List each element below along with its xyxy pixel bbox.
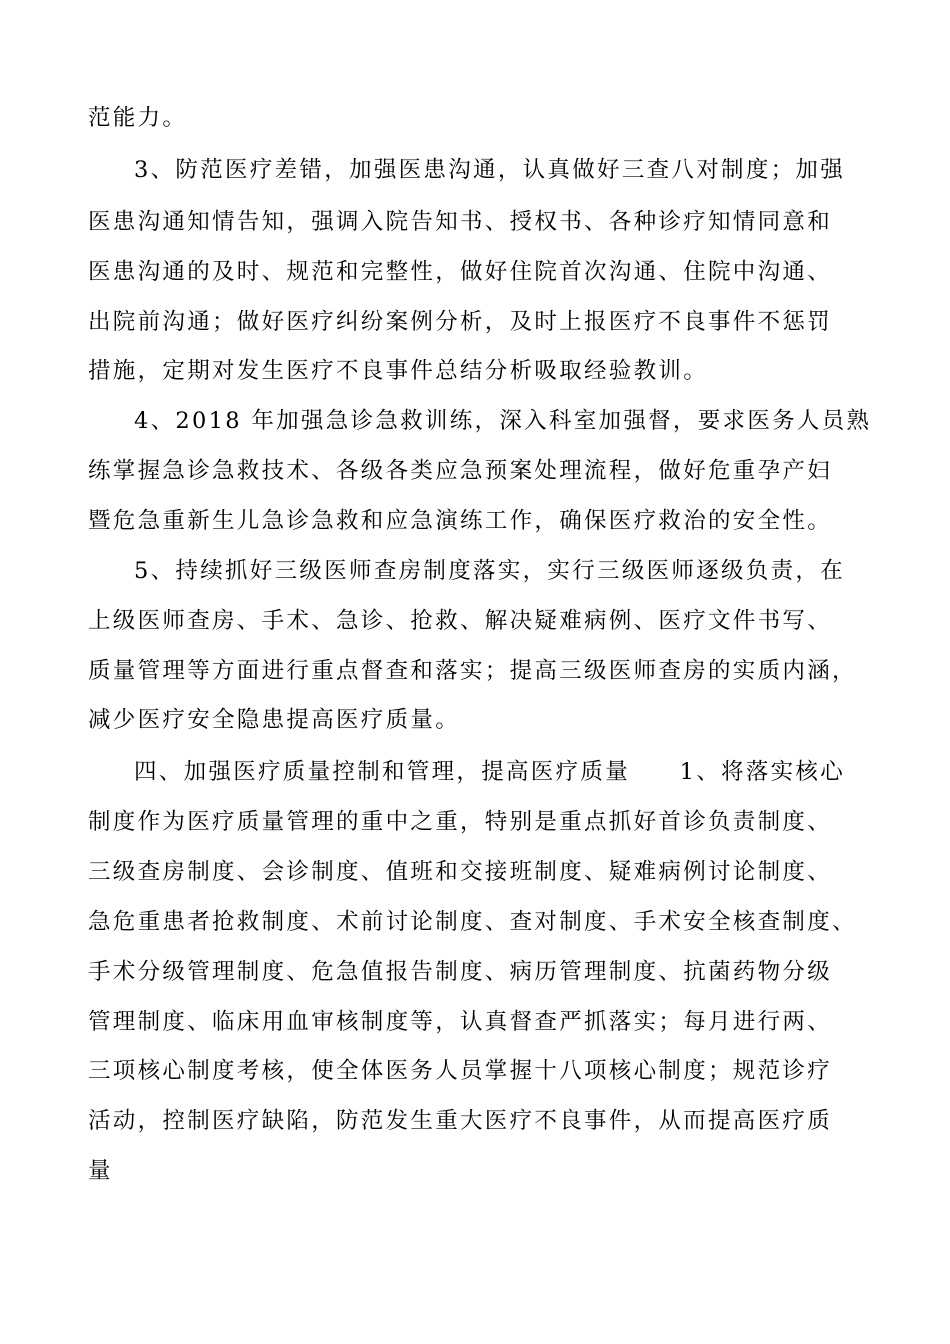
text-line: 管理制度、临床用血审核制度等，认真督查严抓落实；每月进行两、 (88, 1009, 833, 1035)
text-line: 质量管理等方面进行重点督查和落实；提高三级医师查房的实质内涵， (88, 658, 857, 684)
text-line: 练掌握急诊急救技术、各级各类应急预案处理流程，做好危重孕产妇 (88, 458, 833, 484)
paragraph-5-first-line: 5、持续抓好三级医师查房制度落实，实行三级医师逐级负责，在 (134, 558, 846, 584)
text-line: 三级查房制度、会诊制度、值班和交接班制度、疑难病例讨论制度、 (88, 859, 833, 885)
text-line: 医患沟通的及时、规范和完整性，做好住院首次沟通、住院中沟通、 (88, 259, 833, 285)
text-line: 活动，控制医疗缺陷，防范发生重大医疗不良事件，从而提高医疗质 (88, 1108, 833, 1134)
text-line: 急危重患者抢救制度、术前讨论制度、查对制度、手术安全核查制度、 (88, 909, 857, 935)
text-line: 减少医疗安全隐患提高医疗质量。 (88, 707, 461, 733)
text-line: 出院前沟通；做好医疗纠纷案例分析，及时上报医疗不良事件不惩罚 (88, 309, 833, 335)
text-line: 手术分级管理制度、危急值报告制度、病历管理制度、抗菌药物分级 (88, 959, 833, 985)
text-line: 措施，定期对发生医疗不良事件总结分析吸取经验教训。 (88, 358, 709, 384)
paragraph-4-first-line: 4、2018 年加强急诊急救训练，深入科室加强督，要求医务人员熟 (134, 408, 872, 434)
text-line: 医患沟通知情告知，强调入院告知书、授权书、各种诊疗知情同意和 (88, 209, 833, 235)
text-line: 范能力。 (88, 105, 188, 131)
section-4-heading-line: 四、加强医疗质量控制和管理，提高医疗质量 1、将落实核心 (134, 759, 846, 785)
text-line: 上级医师查房、手术、急诊、抢救、解决疑难病例、医疗文件书写、 (88, 608, 833, 634)
text-line: 量 (88, 1158, 113, 1184)
paragraph-3-first-line: 3、防范医疗差错，加强医患沟通，认真做好三查八对制度；加强 (134, 157, 846, 183)
text-line: 制度作为医疗质量管理的重中之重，特别是重点抓好首诊负责制度、 (88, 809, 833, 835)
text-line: 暨危急重新生儿急诊急救和应急演练工作，确保医疗救治的安全性。 (88, 508, 833, 534)
text-line: 三项核心制度考核，使全体医务人员掌握十八项核心制度；规范诊疗 (88, 1058, 833, 1084)
